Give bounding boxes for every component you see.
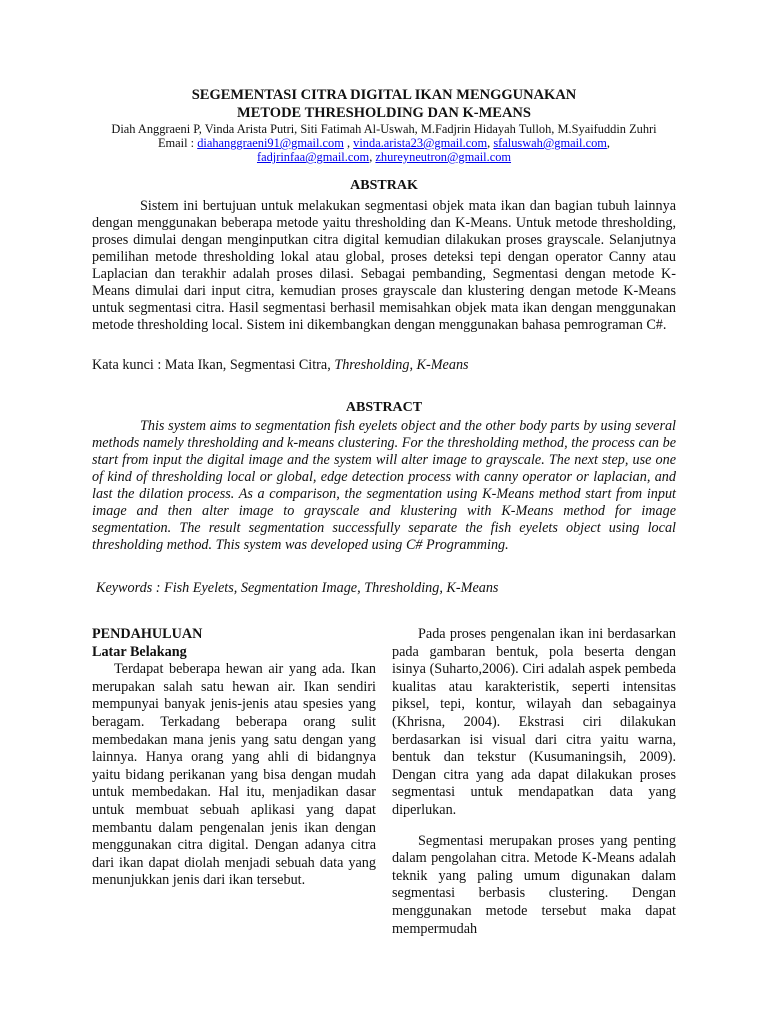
keywords-italic: Thresholding, K-Means	[334, 357, 469, 373]
email-link-3[interactable]: sfaluswah@gmail.com	[493, 136, 607, 150]
email-separator: ,	[487, 136, 491, 150]
email-link-1[interactable]: diahanggraeni91@gmail.com	[197, 136, 344, 150]
title-line-1: SEGEMENTASI CITRA DIGITAL IKAN MENGGUNAKAN	[191, 87, 577, 103]
title-line-2: METODE THRESHOLDING DAN K-MEANS	[237, 105, 531, 121]
body-paragraph: Segmentasi merupakan proses yang penting dalam pengolahan citra. Metode K-Means adalah teknik yang paling umum digunakan dalam segmentasi berbasis clustering. Dengan menggunakan metode tersebut maka dapat mempermudah	[392, 832, 676, 937]
abstrak-text: Sistem ini bertujuan untuk melakukan segmentasi objek mata ikan dan bagian tubuh lainnya dengan menggunakan beberapa metode yaitu thresholding dan K-Means. Untuk metode thresholding, proses dimulai dengan menginputkan citra digital kemudian dilakukan proses grayscale. Selanjutnya pemilihan metode thresholding lokal atau global, proses deteksi tepi dengan operator Canny atau Laplacian dan terakhir adalah proses dilasi. Sebagai pembanding, Segmentasi dengan metode K-Means dimulai dari input citra, kemudian proses grayscale dan klustering dengan metode K-Means untuk segmentasi citra. Hasil segmentasi berhasil memisahkan objek mata ikan dengan menggunakan metode thresholding local. Sistem ini dikembangkan dengan menggunakan bahasa pemrograman C#.	[92, 198, 676, 333]
email-link-2[interactable]: vinda.arista23@gmail.com	[353, 136, 488, 150]
section-heading: PENDAHULUAN	[92, 626, 203, 642]
email-separator: ,	[606, 136, 611, 150]
keywords-prefix: Kata kunci : Mata Ikan, Segmentasi Citra,	[92, 357, 335, 373]
paper-title	[60, 86, 708, 122]
abstrak-heading: ABSTRAK	[350, 178, 418, 193]
abstract-keywords: Keywords : Fish Eyelets, Segmentation Image, Thresholding, K-Means	[96, 580, 499, 596]
email-label: Email :	[157, 136, 195, 150]
body-paragraph: Pada proses pengenalan ikan ini berdasarkan pada gambaran bentuk, pola beserta dengan isinya (Suharto,2006). Ciri adalah aspek pembeda kualitas atau karakteristik, seperti intensitas piksel, tepi, kontur, wilayah dan sebagainya (Khrisna, 2004). Ekstrasi ciri dilakukan berdasarkan isi visual dari citra yaitu warna, bentuk dan tekstur (Kusumaningsih, 2009). Dengan citra yang ada dapat dilakukan proses segmentasi untuk mendapatkan data yang diperlukan.	[392, 626, 676, 818]
subsection-heading: Latar Belakang	[92, 643, 187, 660]
left-column	[92, 626, 376, 890]
abstrak-keywords	[92, 357, 676, 374]
body-paragraph: Terdapat beberapa hewan air yang ada. Ikan merupakan salah satu hewan air. Ikan sendiri mempunyai banyak jenis-jenis atau spesies yang beragam. Terkadang beberapa orang sulit membedakan mana jenis yang satu dengan yang lainnya. Hanya orang yang ahli di bidangnya yaitu bidang perikanan yang bisa dengan mudah untuk membedakan. Hal itu, menjadikan dasar untuk membuat sebuah aplikasi yang dapat membantu dalam pengenalan jenis ikan dengan menggunakan citra digital. Dengan adanya citra dari ikan dapat diolah menjadi sebuah data yang menunjukkan jenis dari ikan tersebut.	[92, 661, 376, 889]
email-separator: ,	[369, 150, 373, 164]
right-column	[392, 626, 676, 938]
email-separator: ,	[346, 136, 351, 150]
email-link-5[interactable]: zhureyneutron@gmail.com	[375, 150, 512, 164]
email-link-4[interactable]: fadjrinfaa@gmail.com	[256, 150, 370, 164]
abstract-heading: ABSTRACT	[345, 400, 423, 415]
author-list: Diah Anggraeni P, Vinda Arista Putri, Siti Fatimah Al-Uswah, M.Fadjrin Hidayah Tulloh, M.Syaifuddin Zuhri	[111, 122, 657, 136]
email-list	[60, 136, 708, 164]
abstract-text: This system aims to segmentation fish eyelets object and the other body parts by using several methods namely thresholding and k-means clustering. For the thresholding method, the process can be start from input the digital image and the system will alter image to grayscale. The next step, use one of kind of thresholding local or global, edge detection process with canny operator or laplacian, and last the dilation process. As a comparison, the segmentation using K-Means method start from input image and then alter image to grayscale and klustering with K-Means method for image segmentation. The result segmentation successfully separate the fish eyelets object using local thresholding method. This system was developed using C# Programming.	[92, 418, 676, 553]
